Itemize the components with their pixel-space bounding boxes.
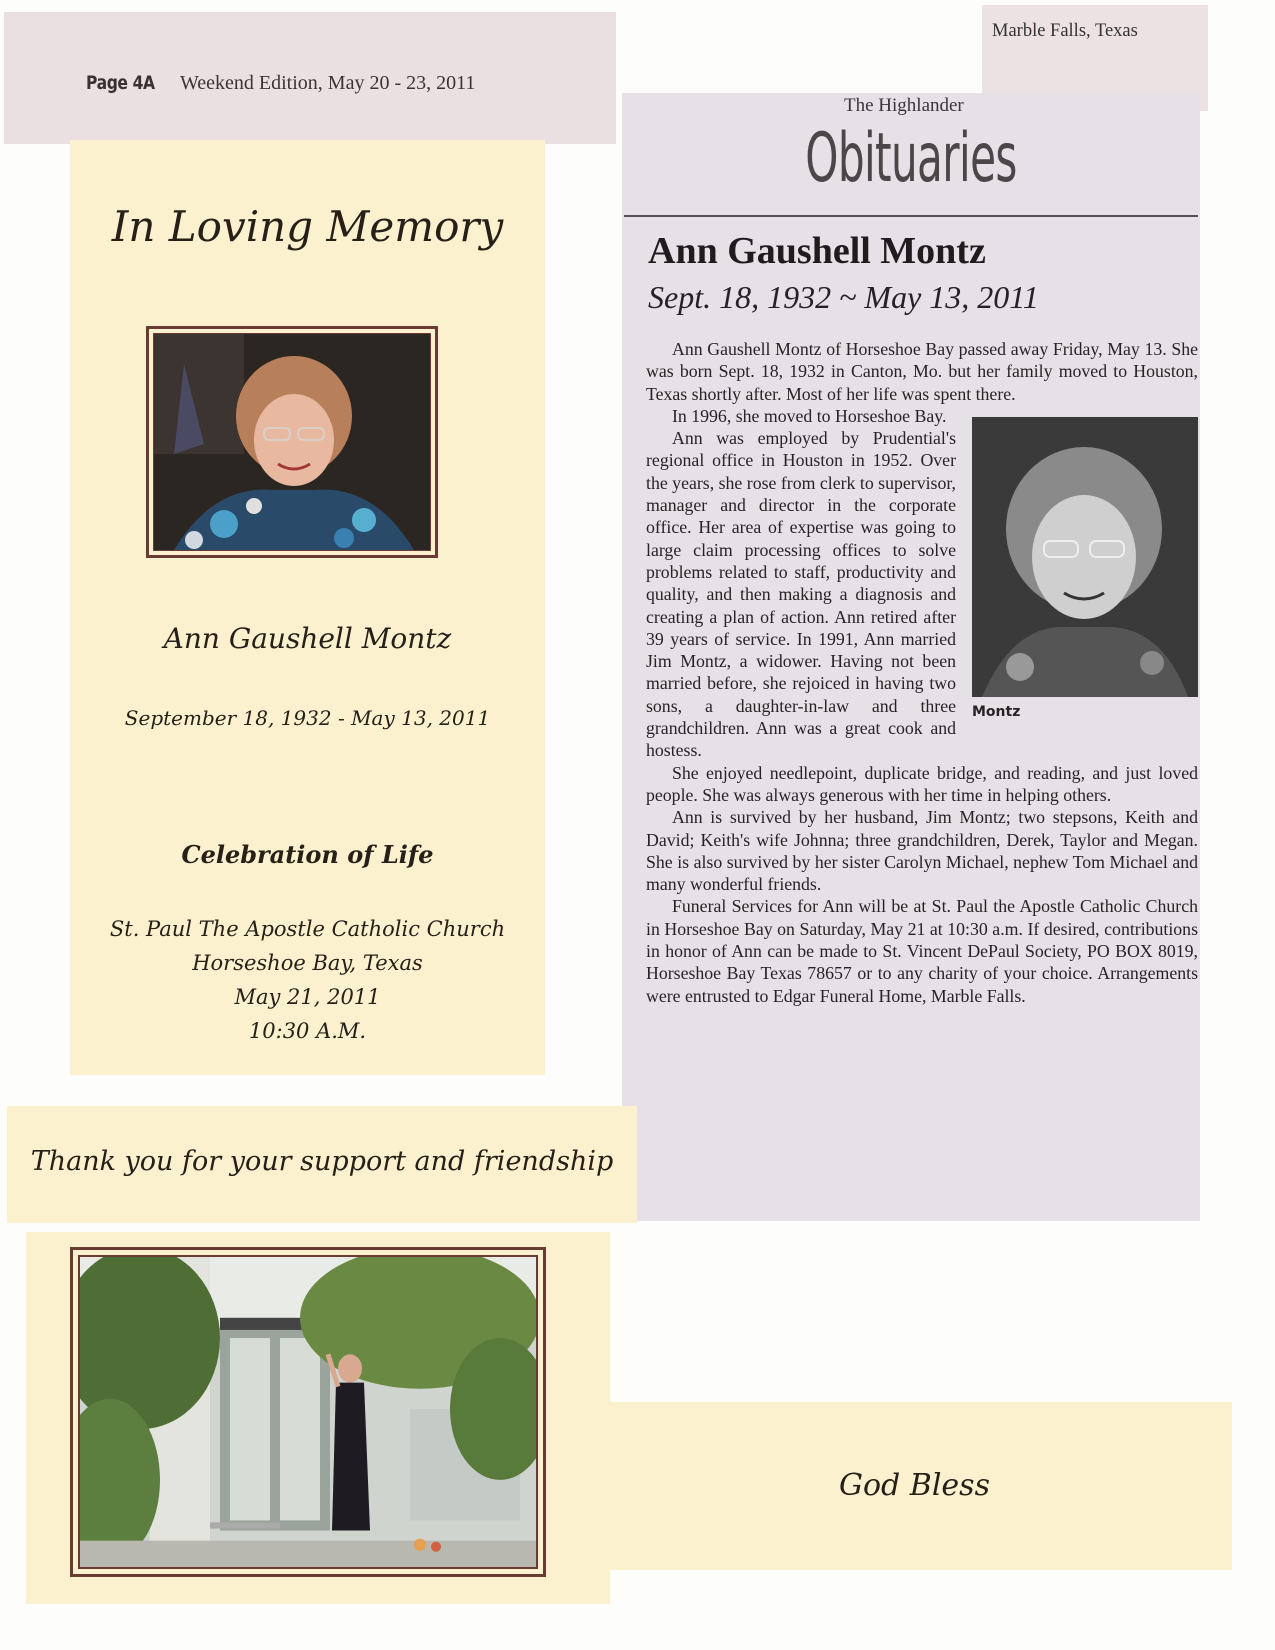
- service-city: Horseshoe Bay, Texas: [192, 951, 423, 975]
- house-porch-photo: [78, 1255, 538, 1569]
- photo-caption: Montz: [972, 703, 1021, 720]
- thank-you-text: Thank you for your support and friendship: [30, 1146, 614, 1177]
- thank-you-strip: [7, 1106, 637, 1223]
- god-bless-strip: [597, 1402, 1232, 1570]
- photo-card: [26, 1232, 610, 1604]
- obituary-paragraph: In 1996, she moved to Horseshoe Bay.: [672, 405, 947, 426]
- memorial-dates: September 18, 1932 - May 13, 2011: [124, 706, 491, 730]
- service-church: St. Paul The Apostle Catholic Church: [109, 917, 506, 941]
- service-date: May 21, 2011: [234, 985, 381, 1009]
- obituary-dates: Sept. 18, 1932 ~ May 13, 2011: [648, 279, 1039, 315]
- obituary-portrait: [972, 417, 1198, 697]
- publication-name: The Highlander: [844, 95, 964, 116]
- memorial-card: [70, 140, 545, 1075]
- service-details: [70, 912, 545, 1048]
- location-text: Marble Falls, Texas: [992, 21, 1138, 41]
- edition-date: Weekend Edition, May 20 - 23, 2011: [180, 72, 476, 94]
- page-number: Page 4A: [86, 72, 155, 94]
- celebration-title: Celebration of Life: [181, 840, 434, 869]
- obituary-paragraph: Ann is survived by her husband, Jim Montz; two stepsons, Keith and David; Keith's wife Johnna; three grandchildren, Derek, Taylor and Megan. She is also survived by her sister Carolyn Michael, nephew Tom Michael and many wonderful friends.: [646, 807, 1198, 895]
- obituary-paragraph: Ann was employed by Prudential's regional office in Houston in 1952. Over the years, she rose from clerk to supervisor, manager and director in the corporate office. Her area of expertise was going to large claim processing offices to solve problems related to staff, productivity and quality, and then making a diagnosis and creating a plan of action. Ann retired after 39 years of service. In 1991, Ann married Jim Montz, a widower. Having not been married before, she rejoiced in having two sons, a daughter-in-law and three grandchildren. Ann was a great cook and hostess.: [646, 428, 956, 761]
- obituary-name: Ann Gaushell Montz: [648, 230, 986, 272]
- obituary-paragraph: Funeral Services for Ann will be at St. Paul the Apostle Catholic Church in Horseshoe Bay on Saturday, May 21 at 10:30 a.m. If desired, contributions in honor of Ann can be made to St. Vincent DePaul Society, PO BOX 8019, Horseshoe Bay Texas 78657 or to any charity of your choice. Arrangements were entrusted to Edgar Funeral Home, Marble Falls.: [646, 896, 1198, 1006]
- obituary-clipping: [622, 93, 1200, 1221]
- page-header-clipping: [4, 12, 616, 144]
- obituary-paragraph: She enjoyed needlepoint, duplicate bridge, and reading, and just loved people. She was always generous with her time in helping others.: [646, 762, 1198, 805]
- god-bless-text: God Bless: [839, 1468, 990, 1503]
- memorial-portrait-photo: [153, 333, 431, 551]
- memorial-heading: In Loving Memory: [111, 202, 504, 251]
- service-time: 10:30 A.M.: [248, 1019, 367, 1043]
- memorial-portrait-frame: [146, 326, 438, 558]
- obituary-body: [646, 338, 1198, 1007]
- obituary-paragraph: Ann Gaushell Montz of Horseshoe Bay passed away Friday, May 13. She was born Sept. 18, 1932 in Canton, Mo. but her family moved to Houston, Texas shortly after. Most of her life was spent there.: [646, 339, 1198, 404]
- memorial-name: Ann Gaushell Montz: [163, 622, 452, 655]
- photo-frame: [70, 1247, 546, 1577]
- obituary-photo: [972, 417, 1198, 720]
- section-title: Obituaries: [805, 119, 1017, 198]
- section-divider: [624, 215, 1198, 217]
